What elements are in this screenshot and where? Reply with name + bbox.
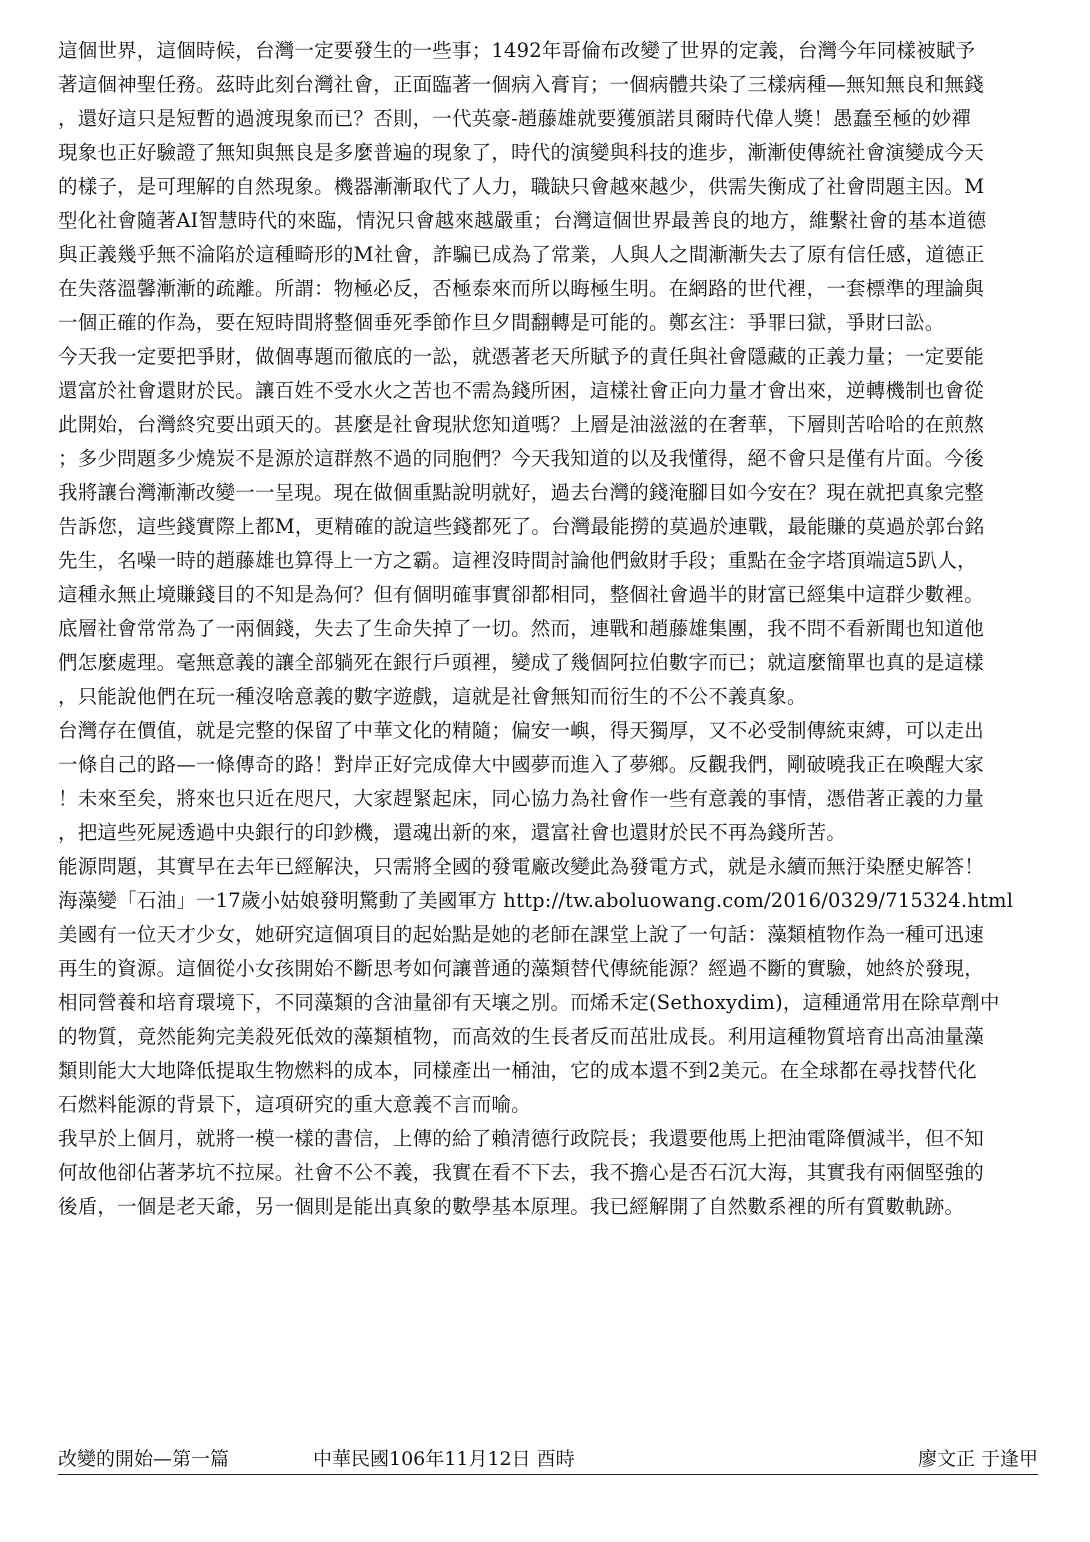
text-line: 石燃料能源的背景下，這項研究的重大意義不言而喻。 (58, 1093, 531, 1116)
footer-title: 改變的開始—第一篇 (58, 1448, 230, 1470)
text-line: 何故他卻佔著茅坑不拉屎。社會不公不義，我實在看不下去，我不擔心是否石沉大海，其實我有兩個堅強的 (58, 1161, 984, 1184)
text-line: ；多少問題多少燒炭不是源於這群熬不過的同胞們？今天我知道的以及我懂得，絕不會只是僅有片面。今後 (58, 447, 984, 470)
text-line: 的物質，竟然能夠完美殺死低效的藻類植物，而高效的生長者反而茁壯成長。利用這種物質培育出高油量藻 (58, 1025, 984, 1048)
text-line: 現象也正好驗證了無知與無良是多麼普遍的現象了，時代的演變與科技的進步，漸漸使傳統社會演變成今天 (58, 141, 984, 164)
text-line: 底層社會常常為了一兩個錢，失去了生命失掉了一切。然而，連戰和趙藤雄集團，我不問不看新聞也知道他 (58, 617, 984, 640)
document-body (58, 34, 1038, 1224)
text-line: 們怎麼處理。毫無意義的讓全部躺死在銀行戶頭裡，變成了幾個阿拉伯數字而已；就這麼簡單也真的是這樣 (58, 651, 984, 674)
footer-date: 中華民國106年11月12日 酉時 (313, 1448, 575, 1470)
text-line: ！未來至矣，將來也只近在咫尺，大家趕緊起床，同心協力為社會作一些有意義的事情，憑借著正義的力量 (58, 787, 984, 810)
text-line: ，還好這只是短暫的過渡現象而已？否則，一代英豪-趙藤雄就要獲頒諾貝爾時代偉人獎！愚蠢至極的妙禪 (58, 107, 971, 130)
text-line: 告訴您，這些錢實際上都M，更精確的說這些錢都死了。台灣最能撈的莫過於連戰，最能賺的莫過於郭台銘 (58, 515, 985, 538)
document-footer (58, 1444, 1038, 1475)
text-line: 這個世界，這個時候，台灣一定要發生的一些事；1492年哥倫布改變了世界的定義，台灣今年同樣被賦予 (58, 39, 976, 62)
text-line: 著這個神聖任務。茲時此刻台灣社會，正面臨著一個病入膏肓；一個病體共染了三樣病種—無知無良和無錢 (58, 73, 984, 96)
text-line: 這種永無止境賺錢目的不知是為何？但有個明確事實卻都相同，整個社會過半的財富已經集中這群少數裡。 (58, 583, 984, 606)
text-line: 今天我一定要把爭財，做個專題而徹底的一訟，就憑著老天所賦予的責任與社會隱藏的正義力量；一定要能 (58, 345, 984, 368)
text-line: 再生的資源。這個從小女孩開始不斷思考如何讓普通的藻類替代傳統能源？經過不斷的實驗，她終於發現， (58, 957, 984, 980)
text-line: ，只能說他們在玩一種沒啥意義的數字遊戲，這就是社會無知而衍生的不公不義真象。 (58, 685, 807, 708)
text-line: 台灣存在價值，就是完整的保留了中華文化的精隨；偏安一嶼，得天獨厚，又不必受制傳統束縛，可以走出 (58, 719, 984, 742)
text-line: 類則能大大地降低提取生物燃料的成本，同樣產出一桶油，它的成本還不到2美元。在全球都在尋找替代化 (58, 1059, 977, 1082)
footer-author: 廖文正 于逢甲 (917, 1448, 1038, 1470)
text-line: 先生，名噪一時的趙藤雄也算得上一方之霸。這裡沒時間討論他們斂財手段；重點在金字塔頂端這5趴人， (58, 549, 977, 572)
text-line: 我將讓台灣漸漸改變一一呈現。現在做個重點說明就好，過去台灣的錢淹腳目如今安在？現在就把真象完整 (58, 481, 984, 504)
text-line: ，把這些死屍透過中央銀行的印鈔機，還魂出新的來，還富社會也還財於民不再為錢所苦。 (58, 821, 847, 844)
text-line: 能源問題，其實早在去年已經解決，只需將全國的發電廠改變此為發電方式，就是永續而無汙染歷史解答！ (58, 855, 984, 878)
text-line: 海藻變「石油」一17歲小姑娘發明驚動了美國軍方 http://tw.aboluowang.com/2016/0329/715324.html (58, 889, 1014, 912)
text-line: 後盾，一個是老天爺，另一個則是能出真象的數學基本原理。我已經解開了自然數系裡的所有質數軌跡。 (58, 1195, 965, 1218)
text-line: 我早於上個月，就將一模一樣的書信，上傳的給了賴清德行政院長；我還要他馬上把油電降價減半，但不知 (58, 1127, 984, 1150)
text-line: 一個正確的作為，要在短時間將整個垂死季節作旦夕間翻轉是可能的。鄭玄注：爭罪曰獄，爭財曰訟。 (58, 311, 945, 334)
text-line: 一條自己的路—一條傳奇的路！對岸正好完成偉大中國夢而進入了夢鄉。反觀我們，剛破曉我正在喚醒大家 (58, 753, 984, 776)
text-line: 型化社會隨著AI智慧時代的來臨，情況只會越來越嚴重；台灣這個世界最善良的地方，維繫社會的基本道德 (58, 209, 987, 232)
text-line: 的樣子，是可理解的自然現象。機器漸漸取代了人力，職缺只會越來越少，供需失衡成了社會問題主因。M (58, 175, 985, 198)
text-line: 相同營養和培育環境下，不同藻類的含油量卻有天壤之別。而烯禾定(Sethoxydim)，這種通常用在除草劑中 (58, 991, 1000, 1014)
text-line: 美國有一位天才少女，她研究這個項目的起始點是她的老師在課堂上說了一句話：藻類植物作為一種可迅速 (58, 923, 984, 946)
text-line: 還富於社會還財於民。讓百姓不受水火之苦也不需為錢所困，這樣社會正向力量才會出來，逆轉機制也會從 (58, 379, 984, 402)
text-line: 與正義幾乎無不淪陷於這種畸形的M社會，詐騙已成為了常業，人與人之間漸漸失去了原有信任感，道德正 (58, 243, 985, 266)
text-line: 在失落溫馨漸漸的疏離。所謂：物極必反，否極泰來而所以晦極生明。在網路的世代裡，一套標準的理論與 (58, 277, 984, 300)
text-line: 此開始，台灣終究要出頭天的。甚麼是社會現狀您知道嗎？上層是油滋滋的在奢華，下層則苦哈哈的在煎熬 (58, 413, 984, 436)
